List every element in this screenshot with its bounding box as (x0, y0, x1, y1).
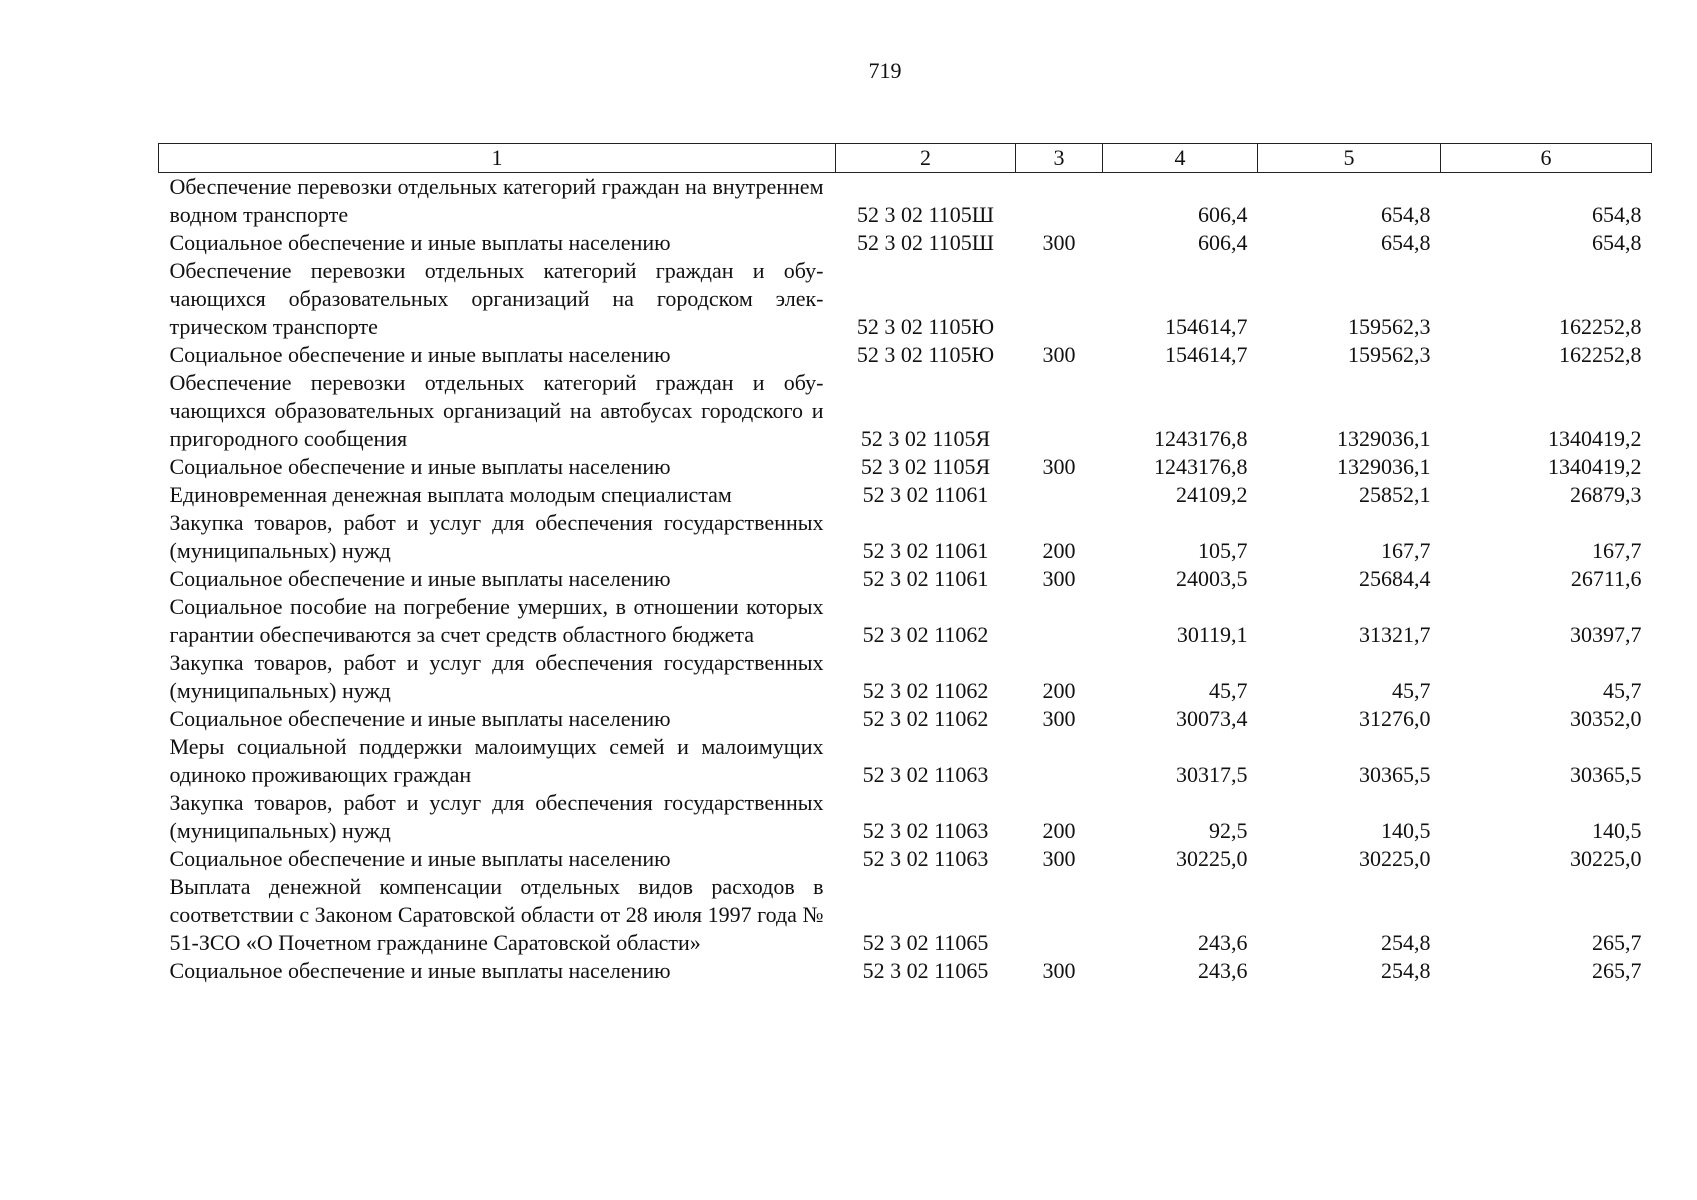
expense-name-cell: Меры социальной поддержки малоимущих семей и малоимущих одиноко проживающих граждан (169, 734, 824, 787)
column-header: 2 (836, 144, 1016, 173)
expense-name-cell: Обеспечение перевозки отдельных категорий граждан и обучающихся образовательных организаций на автобусах городского и пригородного сообщения (169, 370, 824, 451)
amount-col5-cell: 30225,0 (1359, 846, 1431, 871)
amount-col5-cell: 31321,7 (1359, 622, 1431, 647)
amount-col6-cell: 1340419,2 (1548, 454, 1642, 479)
expense-type-cell (1016, 733, 1103, 789)
amount-col5-cell: 45,7 (1392, 678, 1431, 703)
amount-col6-cell: 167,7 (1592, 538, 1642, 563)
expense-name-cell: Выплата денежной компенсации отдельных видов расходов в соответствии с Законом Саратовской области от 28 июля 1997 года № 51-ЗСО «О Почетном гражданине Саратовской области» (169, 874, 824, 955)
table-row (159, 593, 1652, 649)
amount-col4-cell: 45,7 (1209, 678, 1248, 703)
budget-table (158, 143, 1652, 985)
amount-col5-cell: 254,8 (1381, 958, 1431, 983)
amount-col6-cell: 140,5 (1592, 818, 1642, 843)
expense-name-cell: Социальное обеспечение и иные выплаты населению (169, 230, 671, 255)
amount-col5-cell: 31276,0 (1359, 706, 1431, 731)
amount-col5-cell: 25684,4 (1359, 566, 1431, 591)
expense-name-cell: Единовременная денежная выплата молодым специалистам (169, 482, 732, 507)
expense-type-cell: 200 (1042, 678, 1076, 703)
expense-type-cell: 300 (1042, 342, 1076, 367)
amount-col6-cell: 162252,8 (1559, 314, 1642, 339)
amount-col6-cell: 1340419,2 (1548, 426, 1642, 451)
expense-type-cell: 300 (1042, 230, 1076, 255)
expense-name-cell: Социальное обеспечение и иные выплаты населению (169, 706, 671, 731)
target-code-cell: 52 3 02 1105Я (860, 426, 991, 451)
table-row (159, 509, 1652, 565)
expense-name-cell: Социальное обеспечение и иные выплаты населению (169, 342, 671, 367)
column-header: 5 (1258, 144, 1441, 173)
amount-col4-cell: 30317,5 (1176, 762, 1248, 787)
table-body (159, 173, 1652, 986)
expense-name-cell: Обеспечение перевозки отдельных категорий граждан на внутреннем водном транспорте (169, 174, 824, 227)
target-code-cell: 52 3 02 11062 (862, 706, 989, 731)
amount-col5-cell: 654,8 (1381, 230, 1431, 255)
amount-col6-cell: 654,8 (1592, 202, 1642, 227)
target-code-cell: 52 3 02 1105Ю (856, 342, 995, 367)
amount-col5-cell: 159562,3 (1348, 314, 1431, 339)
amount-col5-cell: 254,8 (1381, 930, 1431, 955)
expense-type-cell: 200 (1042, 818, 1076, 843)
amount-col6-cell: 162252,8 (1559, 342, 1642, 367)
expense-name-cell: Социальное обеспечение и иные выплаты населению (169, 846, 671, 871)
amount-col6-cell: 26711,6 (1570, 566, 1642, 591)
table-row (159, 173, 1652, 230)
expense-name-cell: Закупка товаров, работ и услуг для обеспечения государственных (муниципальных) нужд (169, 790, 824, 843)
amount-col6-cell: 45,7 (1603, 678, 1642, 703)
target-code-cell: 52 3 02 11065 (862, 930, 989, 955)
column-header: 6 (1441, 144, 1652, 173)
amount-col6-cell: 26879,3 (1570, 482, 1642, 507)
expense-type-cell (1016, 593, 1103, 649)
expense-type-cell (1016, 481, 1103, 509)
expense-type-cell: 300 (1042, 706, 1076, 731)
amount-col4-cell: 1243176,8 (1154, 454, 1248, 479)
table-row (159, 257, 1652, 341)
amount-col5-cell: 654,8 (1381, 202, 1431, 227)
amount-col4-cell: 30119,1 (1176, 622, 1248, 647)
table-row (159, 705, 1652, 733)
expense-type-cell: 200 (1042, 538, 1076, 563)
target-code-cell: 52 3 02 11061 (862, 566, 989, 591)
expense-type-cell (1016, 873, 1103, 957)
amount-col4-cell: 92,5 (1209, 818, 1248, 843)
amount-col4-cell: 1243176,8 (1154, 426, 1248, 451)
amount-col6-cell: 265,7 (1592, 930, 1642, 955)
expense-name-cell: Социальное обеспечение и иные выплаты населению (169, 566, 671, 591)
expense-type-cell (1016, 369, 1103, 453)
table-row (159, 481, 1652, 509)
target-code-cell: 52 3 02 11063 (862, 818, 989, 843)
expense-type-cell: 300 (1042, 846, 1076, 871)
table-row (159, 341, 1652, 369)
target-code-cell: 52 3 02 11065 (862, 958, 989, 983)
target-code-cell: 52 3 02 1105Я (860, 454, 991, 479)
table-row (159, 229, 1652, 257)
target-code-cell: 52 3 02 11063 (862, 846, 989, 871)
expense-type-cell (1016, 257, 1103, 341)
amount-col5-cell: 159562,3 (1348, 342, 1431, 367)
amount-col4-cell: 243,6 (1198, 930, 1248, 955)
amount-col6-cell: 30352,0 (1570, 706, 1642, 731)
expense-type-cell: 300 (1042, 454, 1076, 479)
amount-col5-cell: 140,5 (1381, 818, 1431, 843)
expense-name-cell: Социальное обеспечение и иные выплаты населению (169, 958, 671, 983)
amount-col5-cell: 1329036,1 (1337, 454, 1431, 479)
amount-col4-cell: 154614,7 (1165, 314, 1248, 339)
target-code-cell: 52 3 02 1105Ш (857, 202, 994, 227)
amount-col5-cell: 1329036,1 (1337, 426, 1431, 451)
target-code-cell: 52 3 02 11061 (862, 482, 989, 507)
amount-col6-cell: 30397,7 (1570, 622, 1642, 647)
amount-col5-cell: 25852,1 (1359, 482, 1431, 507)
amount-col6-cell: 654,8 (1592, 230, 1642, 255)
page-number: 719 (868, 58, 902, 83)
amount-col4-cell: 606,4 (1198, 230, 1248, 255)
amount-col4-cell: 243,6 (1198, 958, 1248, 983)
amount-col6-cell: 30225,0 (1570, 846, 1642, 871)
expense-name-cell: Обеспечение перевозки отдельных категорий граждан и обучающихся образовательных организаций на городском электрическом транспорте (169, 258, 824, 339)
table-row (159, 565, 1652, 593)
expense-name-cell: Закупка товаров, работ и услуг для обеспечения государственных (муниципальных) нужд (169, 650, 824, 703)
expense-name-cell: Социальное обеспечение и иные выплаты населению (169, 454, 671, 479)
column-header: 4 (1103, 144, 1258, 173)
table-row (159, 957, 1652, 985)
target-code-cell: 52 3 02 11062 (862, 678, 989, 703)
amount-col4-cell: 24109,2 (1176, 482, 1248, 507)
expense-type-cell (1016, 173, 1103, 230)
target-code-cell: 52 3 02 11063 (862, 762, 989, 787)
column-header: 3 (1016, 144, 1103, 173)
target-code-cell: 52 3 02 11062 (862, 622, 989, 647)
amount-col5-cell: 30365,5 (1359, 762, 1431, 787)
amount-col5-cell: 167,7 (1381, 538, 1431, 563)
amount-col6-cell: 30365,5 (1570, 762, 1642, 787)
table-row (159, 789, 1652, 845)
amount-col4-cell: 105,7 (1198, 538, 1248, 563)
target-code-cell: 52 3 02 11061 (862, 538, 989, 563)
expense-name-cell: Социальное пособие на погребение умерших, в отношении которых гарантии обеспечиваются за счет средств областного бюджета (169, 594, 824, 647)
table-row (159, 845, 1652, 873)
amount-col4-cell: 606,4 (1198, 202, 1248, 227)
amount-col6-cell: 265,7 (1592, 958, 1642, 983)
table-row (159, 733, 1652, 789)
expense-type-cell: 300 (1042, 958, 1076, 983)
target-code-cell: 52 3 02 1105Ш (857, 230, 994, 255)
table-row (159, 873, 1652, 957)
amount-col4-cell: 154614,7 (1165, 342, 1248, 367)
expense-type-cell: 300 (1042, 566, 1076, 591)
table-header-row (159, 144, 1652, 173)
amount-col4-cell: 30073,4 (1176, 706, 1248, 731)
amount-col4-cell: 24003,5 (1176, 566, 1248, 591)
expense-name-cell: Закупка товаров, работ и услуг для обеспечения государственных (муниципальных) нужд (169, 510, 824, 563)
table-row (159, 369, 1652, 453)
column-header: 1 (159, 144, 836, 173)
target-code-cell: 52 3 02 1105Ю (856, 314, 995, 339)
table-row (159, 649, 1652, 705)
amount-col4-cell: 30225,0 (1176, 846, 1248, 871)
table-row (159, 453, 1652, 481)
